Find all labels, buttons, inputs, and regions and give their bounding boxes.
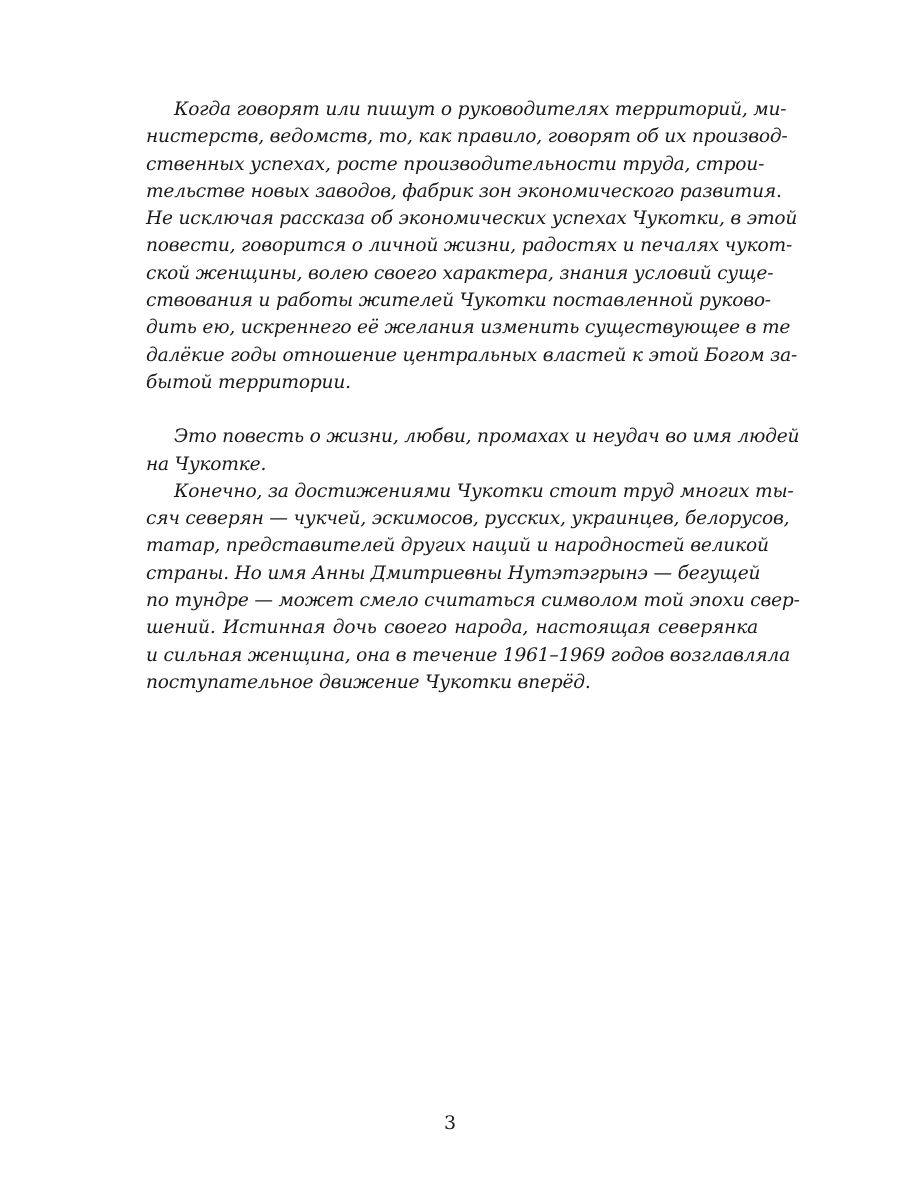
body-text [146, 96, 800, 696]
paragraph-3 [146, 478, 800, 696]
text-line: шений. Истинная дочь своего народа, настоящая северянка [146, 617, 758, 639]
text-line: поступательное движение Чукотки вперёд. [146, 671, 591, 693]
text-line: по тундре — может смело считаться символом той эпохи свер- [146, 590, 800, 612]
text-line: дить ею, искреннего её желания изменить существующее в те [146, 317, 791, 339]
paragraph-gap [146, 396, 758, 423]
text-line: бытой территории. [146, 371, 351, 393]
text-line: Когда говорят или пишут о руководителях территорий, ми- [174, 99, 787, 120]
text-line: сяч северян — чукчей, эскимосов, русских, украинцев, белорусов, [146, 508, 790, 530]
paragraph-1 [146, 96, 798, 396]
text-line: далёкие годы отношение центральных властей к этой Богом за- [146, 344, 798, 366]
text-line: страны. Но имя Анны Дмитриевны Нутэтэгрынэ — бегущей [146, 562, 761, 584]
text-line: тельстве новых заводов, фабрик зон экономического развития. [146, 180, 782, 202]
text-line: Не исключая рассказа об экономических успехах Чукотки, в этой [146, 208, 798, 230]
text-line: Это повесть о жизни, любви, промахах и неудач во имя людей [174, 426, 800, 448]
text-line: ской женщины, волею своего характера, знания условий суще- [146, 262, 774, 284]
text-line: нистерств, ведомств, то, как правило, говорят об их производ- [146, 126, 788, 148]
text-line: Конечно, за достижениями Чукотки стоит труд многих ты- [174, 480, 794, 502]
paragraph-2 [146, 423, 800, 478]
page-number: 3 [443, 1112, 457, 1134]
text-line: татар, представителей других наций и народностей великой [146, 535, 769, 557]
text-line: ственных успехах, росте производительности труда, строи- [146, 153, 765, 175]
text-line: и сильная женщина, она в течение 1961–1969 годов возглавляла [146, 644, 790, 666]
text-line: ствования и работы жителей Чукотки поставленной руково- [146, 290, 771, 312]
text-line: на Чукотке. [146, 453, 267, 475]
text-line: повести, говорится о личной жизни, радостях и печалях чукот- [146, 235, 793, 257]
